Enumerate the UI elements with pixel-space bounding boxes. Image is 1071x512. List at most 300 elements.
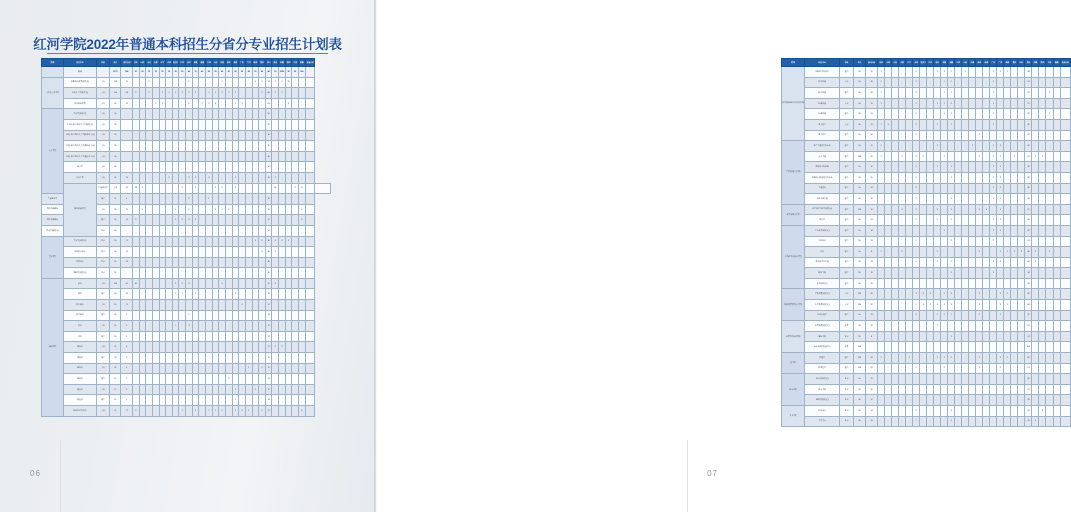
province-quota-cell xyxy=(962,416,969,427)
province-quota-cell xyxy=(139,321,146,332)
province-quota-cell: 12 xyxy=(121,236,133,247)
left-page-rule xyxy=(60,440,61,512)
province-quota-cell xyxy=(955,342,962,353)
province-quota-cell xyxy=(906,141,913,152)
subject-category-cell: 文史 xyxy=(96,204,109,215)
province-quota-cell xyxy=(192,109,199,120)
other-quota-cell xyxy=(305,395,315,406)
province-quota-cell xyxy=(1039,353,1046,364)
province-quota-cell xyxy=(179,353,186,364)
province-quota-cell xyxy=(179,247,186,258)
province-quota-cell: 2 xyxy=(934,321,941,332)
province-quota-cell xyxy=(1046,67,1053,78)
province-quota-cell xyxy=(962,268,969,279)
province-quota-cell xyxy=(976,109,983,120)
province-quota-cell xyxy=(146,363,153,374)
province-quota-cell xyxy=(913,374,920,385)
province-quota-cell xyxy=(132,374,139,385)
province-quota-cell xyxy=(225,119,232,130)
province-quota-cell xyxy=(279,215,286,226)
province-quota-cell xyxy=(219,215,226,226)
subject-category-cell: 文史 xyxy=(96,98,109,109)
total-quota-cell: 45 xyxy=(110,257,121,268)
province-quota-cell xyxy=(920,374,927,385)
province-quota-cell xyxy=(259,183,266,194)
province-quota-cell xyxy=(927,119,934,130)
province-quota-cell xyxy=(892,141,899,152)
province-quota-cell: 20 xyxy=(139,67,146,78)
province-quota-cell xyxy=(1039,130,1046,141)
province-quota-cell xyxy=(206,247,213,258)
province-quota-cell xyxy=(139,151,146,162)
province-quota-cell: 2 xyxy=(232,183,239,194)
other-quota-cell xyxy=(1060,215,1070,226)
province-quota-cell: 14 xyxy=(865,225,877,236)
province-quota-cell xyxy=(272,374,279,385)
province-quota-cell xyxy=(885,300,892,311)
province-quota-cell: 2 xyxy=(934,204,941,215)
table-row xyxy=(782,247,1071,258)
province-quota-cell xyxy=(1046,416,1053,427)
subject-category-cell: 理工 xyxy=(839,236,853,247)
province-quota-cell xyxy=(1032,98,1039,109)
province-quota-cell xyxy=(920,331,927,342)
major-name-cell: 中国少数民族语言文学(老挝语方向) xyxy=(63,151,96,162)
province-quota-cell: 1 xyxy=(172,289,179,300)
province-quota-cell xyxy=(172,310,179,321)
province-quota-cell xyxy=(892,257,899,268)
province-quota-cell: 3 xyxy=(941,109,948,120)
province-quota-cell xyxy=(934,395,941,406)
province-quota-cell xyxy=(146,109,153,120)
province-quota-cell xyxy=(1053,310,1060,321)
province-quota-cell xyxy=(232,300,239,311)
province-quota-cell xyxy=(252,321,259,332)
province-quota-cell xyxy=(920,225,927,236)
province-quota-cell xyxy=(206,151,213,162)
province-quota-cell xyxy=(1018,384,1025,395)
province-quota-cell: 13 xyxy=(121,172,133,183)
column-header-p4: 辽宁 xyxy=(906,59,913,67)
province-quota-cell xyxy=(983,289,990,300)
other-quota-cell xyxy=(305,310,315,321)
province-quota-cell xyxy=(1053,172,1060,183)
province-quota-cell: 22 xyxy=(865,363,877,374)
province-quota-cell: 36 xyxy=(1025,215,1032,226)
other-quota-cell xyxy=(1060,321,1070,332)
province-quota-cell xyxy=(997,98,1004,109)
major-name-cell: 英语 xyxy=(63,278,96,289)
subject-category-cell: 理工 xyxy=(839,204,853,215)
province-quota-cell: 12 xyxy=(865,141,877,152)
province-quota-cell xyxy=(152,363,159,374)
province-quota-cell xyxy=(892,374,899,385)
province-quota-cell xyxy=(1053,77,1060,88)
province-quota-cell xyxy=(279,310,286,321)
subject-category-cell: 文史 xyxy=(96,300,109,311)
other-quota-cell xyxy=(1060,109,1070,120)
province-quota-cell xyxy=(1039,374,1046,385)
province-quota-cell: 13 xyxy=(865,310,877,321)
province-quota-cell xyxy=(892,109,899,120)
province-quota-cell: 3 xyxy=(186,321,193,332)
table-row xyxy=(42,151,331,162)
enrollment-table-left xyxy=(41,58,331,417)
province-quota-cell: 2 xyxy=(976,363,983,374)
province-quota-cell: 2 xyxy=(934,67,941,78)
other-quota-cell xyxy=(1060,257,1070,268)
province-quota-cell xyxy=(232,247,239,258)
column-header-oth: 其他计划 xyxy=(305,59,315,67)
province-quota-cell xyxy=(285,321,292,332)
province-quota-cell xyxy=(152,162,159,173)
subject-category-cell: 文史 xyxy=(96,88,109,99)
province-quota-cell: 2 xyxy=(997,67,1004,78)
table-row xyxy=(42,374,331,385)
province-quota-cell xyxy=(152,247,159,258)
province-quota-cell xyxy=(146,141,153,152)
province-quota-cell: 2 xyxy=(878,77,885,88)
province-quota-cell xyxy=(878,406,885,417)
province-quota-cell xyxy=(1004,98,1011,109)
province-quota-cell xyxy=(206,119,213,130)
province-quota-cell: 20 xyxy=(865,151,877,162)
province-quota-cell: 2 xyxy=(990,67,997,78)
total-quota-cell: 55 xyxy=(110,406,121,417)
province-quota-cell xyxy=(292,300,299,311)
column-header-p19: 重庆 xyxy=(1011,59,1018,67)
province-quota-cell xyxy=(878,363,885,374)
province-quota-cell xyxy=(159,215,166,226)
province-quota-cell xyxy=(983,109,990,120)
province-quota-cell xyxy=(955,363,962,374)
province-quota-cell xyxy=(955,151,962,162)
province-quota-cell xyxy=(252,268,259,279)
province-quota-cell xyxy=(146,342,153,353)
province-quota-cell: 12 xyxy=(865,194,877,205)
province-quota-cell: 9 xyxy=(121,321,133,332)
province-quota-cell: 50 xyxy=(179,67,186,78)
province-quota-cell xyxy=(948,247,955,258)
province-quota-cell xyxy=(927,384,934,395)
province-quota-cell xyxy=(983,331,990,342)
other-quota-cell xyxy=(1060,119,1070,130)
province-quota-cell xyxy=(906,374,913,385)
province-quota-cell: 1 xyxy=(878,119,885,130)
subject-category-cell: 文史 xyxy=(96,151,109,162)
province-quota-cell xyxy=(941,183,948,194)
province-quota-cell: 2 xyxy=(1046,88,1053,99)
province-quota-cell: 1 xyxy=(990,98,997,109)
province-quota-cell xyxy=(239,363,246,374)
province-quota-cell: 17 xyxy=(265,321,272,332)
province-quota-cell: 2 xyxy=(1032,151,1039,162)
province-quota-cell xyxy=(927,406,934,417)
major-name-cell: 生物科学(师范类) xyxy=(805,225,840,236)
province-quota-cell xyxy=(983,162,990,173)
province-quota-cell xyxy=(955,119,962,130)
province-quota-cell xyxy=(899,268,906,279)
province-quota-cell: 3 xyxy=(219,278,226,289)
province-quota-cell: 5 xyxy=(121,331,133,342)
province-quota-cell xyxy=(206,130,213,141)
province-quota-cell xyxy=(906,194,913,205)
province-quota-cell xyxy=(225,384,232,395)
province-quota-cell xyxy=(199,300,206,311)
province-quota-cell xyxy=(934,289,941,300)
province-quota-cell xyxy=(166,342,173,353)
province-quota-cell: 46 xyxy=(1025,247,1032,258)
province-quota-cell xyxy=(232,342,239,353)
province-quota-cell xyxy=(976,416,983,427)
province-quota-cell xyxy=(172,384,179,395)
province-quota-cell xyxy=(239,88,246,99)
province-quota-cell xyxy=(962,88,969,99)
province-quota-cell xyxy=(983,225,990,236)
province-quota-cell xyxy=(179,300,186,311)
table-row xyxy=(782,300,1071,311)
province-quota-cell xyxy=(920,384,927,395)
province-quota-cell xyxy=(899,67,906,78)
table-row xyxy=(782,310,1071,321)
province-quota-cell xyxy=(1018,374,1025,385)
province-quota-cell xyxy=(132,395,139,406)
province-quota-cell xyxy=(199,236,206,247)
province-quota-cell xyxy=(219,109,226,120)
province-quota-cell xyxy=(159,130,166,141)
major-name-cell: 网络与新媒体 xyxy=(42,215,64,226)
province-quota-cell xyxy=(172,406,179,417)
province-quota-cell: 2 xyxy=(212,406,219,417)
province-quota-cell xyxy=(199,172,206,183)
province-quota-cell xyxy=(955,416,962,427)
province-quota-cell: 2 xyxy=(913,98,920,109)
province-quota-cell xyxy=(885,321,892,332)
province-quota-cell: 2 xyxy=(1004,289,1011,300)
province-quota-cell: 63 xyxy=(265,98,272,109)
major-name-cell: 物流管理 xyxy=(805,109,840,120)
total-quota-cell: 20 xyxy=(110,331,121,342)
province-quota-cell xyxy=(259,194,266,205)
province-quota-cell xyxy=(152,225,159,236)
province-quota-cell xyxy=(199,395,206,406)
province-quota-cell: 1 xyxy=(121,395,133,406)
province-quota-cell: 2 xyxy=(941,289,948,300)
province-quota-cell xyxy=(934,406,941,417)
province-quota-cell: 2 xyxy=(206,406,213,417)
department-group-cell: 美术学院 xyxy=(782,406,805,427)
province-quota-cell xyxy=(906,119,913,130)
province-quota-cell: 36 xyxy=(1025,194,1032,205)
province-quota-cell xyxy=(1039,342,1046,353)
province-quota-cell xyxy=(934,374,941,385)
province-quota-cell xyxy=(225,141,232,152)
province-quota-cell xyxy=(212,353,219,364)
province-quota-cell xyxy=(259,300,266,311)
province-quota-cell xyxy=(1032,130,1039,141)
province-quota-cell: 2 xyxy=(948,268,955,279)
province-quota-cell: 18 xyxy=(265,289,272,300)
province-quota-cell xyxy=(239,331,246,342)
department-group-cell: 马克思主义学院 xyxy=(42,77,64,109)
province-quota-cell xyxy=(885,98,892,109)
province-quota-cell xyxy=(179,130,186,141)
province-quota-cell: 2 xyxy=(976,130,983,141)
column-header-yn: 省内计划 xyxy=(865,59,877,67)
province-quota-cell xyxy=(245,172,252,183)
province-quota-cell xyxy=(179,310,186,321)
province-quota-cell: 2 xyxy=(186,88,193,99)
province-quota-cell xyxy=(878,268,885,279)
province-quota-cell xyxy=(1053,151,1060,162)
right-table-body xyxy=(782,67,1071,427)
province-quota-cell: 1 xyxy=(179,289,186,300)
province-quota-cell xyxy=(225,342,232,353)
province-quota-cell xyxy=(299,141,306,152)
province-quota-cell xyxy=(934,109,941,120)
province-quota-cell: 34 xyxy=(1025,77,1032,88)
province-quota-cell xyxy=(962,278,969,289)
province-quota-cell: 30 xyxy=(265,151,272,162)
province-quota-cell xyxy=(906,98,913,109)
province-quota-cell xyxy=(285,353,292,364)
province-quota-cell xyxy=(166,247,173,258)
major-name-cell: 小学教育(师范类) xyxy=(805,300,840,311)
province-quota-cell: 38 xyxy=(1025,257,1032,268)
province-quota-cell xyxy=(139,289,146,300)
province-quota-cell xyxy=(279,151,286,162)
province-quota-cell: 2 xyxy=(941,67,948,78)
province-quota-cell xyxy=(941,215,948,226)
province-quota-cell: 2 xyxy=(997,257,1004,268)
province-quota-cell xyxy=(299,310,306,321)
province-quota-cell xyxy=(219,247,226,258)
column-header-p7: 江苏 xyxy=(927,59,934,67)
province-quota-cell xyxy=(232,215,239,226)
province-quota-cell xyxy=(186,141,193,152)
province-quota-cell xyxy=(1046,331,1053,342)
province-quota-cell: 41 xyxy=(865,289,877,300)
province-quota-cell xyxy=(139,363,146,374)
major-name-cell: 音乐学(师范类) xyxy=(42,225,64,236)
province-quota-cell xyxy=(948,225,955,236)
province-quota-cell xyxy=(192,225,199,236)
province-quota-cell xyxy=(906,109,913,120)
province-quota-cell xyxy=(906,289,913,300)
other-quota-cell xyxy=(1060,395,1070,406)
province-quota-cell xyxy=(990,384,997,395)
province-quota-cell: 12 xyxy=(865,162,877,173)
province-quota-cell: 2 xyxy=(219,77,226,88)
province-quota-cell xyxy=(878,416,885,427)
province-quota-cell xyxy=(1032,236,1039,247)
province-quota-cell xyxy=(285,162,292,173)
department-group-cell: 教师教育学院(小学院) xyxy=(782,289,805,321)
subject-category-cell: 理工 xyxy=(839,353,853,364)
province-quota-cell: 35 xyxy=(265,119,272,130)
province-quota-cell xyxy=(892,151,899,162)
major-name-cell: 生物技术 xyxy=(805,236,840,247)
province-quota-cell xyxy=(192,268,199,279)
province-quota-cell: 18 xyxy=(865,88,877,99)
province-quota-cell xyxy=(192,236,199,247)
subject-category-cell: 文史 xyxy=(96,384,109,395)
province-quota-cell xyxy=(906,215,913,226)
province-quota-cell xyxy=(955,395,962,406)
province-quota-cell xyxy=(1032,374,1039,385)
province-quota-cell xyxy=(192,162,199,173)
subject-category-cell: 理工 xyxy=(839,67,853,78)
province-quota-cell xyxy=(969,321,976,332)
total-quota-cell: 50 xyxy=(854,225,866,236)
province-quota-cell xyxy=(239,289,246,300)
province-quota-cell xyxy=(212,384,219,395)
province-quota-cell xyxy=(172,119,179,130)
table-row xyxy=(782,331,1071,342)
province-quota-cell xyxy=(292,172,299,183)
province-quota-cell xyxy=(232,225,239,236)
province-quota-cell: 2 xyxy=(934,353,941,364)
province-quota-cell xyxy=(159,384,166,395)
province-quota-cell xyxy=(186,162,193,173)
province-quota-cell xyxy=(892,67,899,78)
province-quota-cell xyxy=(279,395,286,406)
column-header-p19: 重庆 xyxy=(259,59,266,67)
province-quota-cell xyxy=(206,289,213,300)
province-quota-cell xyxy=(146,353,153,364)
column-header-p3: 内蒙 xyxy=(899,59,906,67)
province-quota-cell xyxy=(969,88,976,99)
province-quota-cell xyxy=(186,257,193,268)
other-quota-cell xyxy=(1060,194,1070,205)
province-quota-cell xyxy=(259,384,266,395)
province-quota-cell xyxy=(927,151,934,162)
province-quota-cell xyxy=(1011,321,1018,332)
province-quota-cell: 2 xyxy=(997,162,1004,173)
province-quota-cell xyxy=(990,321,997,332)
province-quota-cell xyxy=(990,406,997,417)
total-quota-cell: 130 xyxy=(854,300,866,311)
other-quota-cell xyxy=(305,77,315,88)
province-quota-cell xyxy=(272,310,279,321)
total-quota-cell: 45 xyxy=(110,172,121,183)
province-quota-cell xyxy=(1032,310,1039,321)
province-quota-cell: 15 xyxy=(146,67,153,78)
province-quota-cell: 13 xyxy=(865,236,877,247)
province-quota-cell xyxy=(179,395,186,406)
province-quota-cell: 46 xyxy=(245,67,252,78)
province-quota-cell: 2 xyxy=(179,278,186,289)
subject-category-cell: 艺术 xyxy=(96,247,109,258)
province-quota-cell xyxy=(146,215,153,226)
province-quota-cell xyxy=(1018,194,1025,205)
column-header-p2: 山东 xyxy=(892,59,899,67)
province-quota-cell xyxy=(1011,395,1018,406)
province-quota-cell xyxy=(279,183,286,194)
province-quota-cell xyxy=(976,172,983,183)
province-quota-cell xyxy=(232,374,239,385)
province-quota-cell xyxy=(1018,204,1025,215)
subject-category-cell: 理工 xyxy=(96,310,109,321)
province-quota-cell xyxy=(206,183,213,194)
province-quota-cell xyxy=(1018,67,1025,78)
province-quota-cell xyxy=(279,98,286,109)
province-quota-cell xyxy=(899,321,906,332)
province-quota-cell xyxy=(219,384,226,395)
province-quota-cell xyxy=(245,342,252,353)
province-quota-cell xyxy=(146,310,153,321)
province-quota-cell xyxy=(983,395,990,406)
